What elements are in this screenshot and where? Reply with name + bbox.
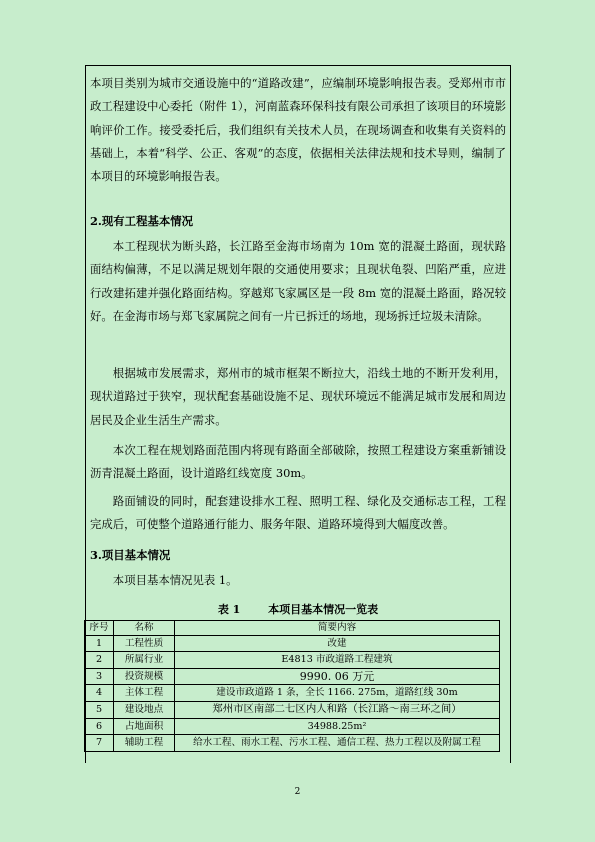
row-name: 所属行业 [114,652,175,669]
page-number: 2 [294,787,301,797]
table-row [85,718,500,735]
row-no: 7 [85,735,114,752]
header-name: 名称 [114,621,175,636]
content-frame [85,65,511,763]
existing-project-paragraph-3: 本次工程在规划路面范围内将现有路面全部破除，按照工程建设方案重新铺设沥青混凝土路面，设计道路红线宽度 30m。 [90,443,506,481]
section-heading-3: 3.项目基本情况 [90,548,171,562]
row-name: 辅助工程 [114,735,175,752]
table-row [85,701,500,718]
table-caption-number: 表 1 [217,603,241,616]
table-row [85,668,500,685]
row-content: 9990. 06 万元 [175,668,500,685]
row-content: 34988.25m² [175,718,500,735]
project-info-table [84,620,500,752]
row-content: 改建 [175,635,500,652]
row-no: 2 [85,652,114,669]
existing-project-paragraph-2: 根据城市发展需求，郑州市的城市框架不断拉大，沿线土地的不断开发利用，现状道路过于狭窄，现状配套基础设施不足、现状环境远不能满足城市发展和周边居民及企业生活生产需求。 [90,366,506,427]
row-content: 给水工程、雨水工程、污水工程、通信工程、热力工程以及附属工程 [175,735,500,752]
intro-paragraph: 本项目类别为城市交通设施中的“道路改建”，应编制环境影响报告表。受郑州市市政工程建设中心委托（附件 1），河南蓝森环保科技有限公司承担了该项目的环境影响评价工作。接受委托后，我们组织有关技术人员，在现场调查和收集有关资料的基础上，本着“科学、公正、客观”的态度，依据相关法律法规和技术导则，编制了本项目的环境影响报告表。 [90,76,506,184]
header-content: 简要内容 [175,621,500,636]
row-name: 建设地点 [114,701,175,718]
table-caption [86,602,510,618]
table-row [85,652,500,669]
project-info-paragraph: 本项目基本情况见表 1。 [112,573,238,587]
row-name: 占地面积 [114,718,175,735]
row-name: 投资规模 [114,668,175,685]
row-no: 5 [85,701,114,718]
header-no: 序号 [85,621,114,636]
row-no: 1 [85,635,114,652]
table-row [85,685,500,702]
existing-project-paragraph-1: 本工程现状为断头路，长江路至金海市场南为 10m 宽的混凝土路面，现状路面结构偏薄，不足以满足规划年限的交通使用要求；且现状龟裂、凹陷严重，应进行改建拓建并强化路面结构。穿越郑飞家属区是一段 8m 宽的混凝土路面，路况较好。在金海市场与郑飞家属院之间有一片已拆迁的场地，现场拆迁垃圾未清除。 [90,239,506,323]
existing-project-paragraph-4: 路面铺设的同时，配套建设排水工程、照明工程、绿化及交通标志工程，工程完成后，可使整个道路通行能力、服务年限、道路环境得到大幅度改善。 [90,494,506,532]
row-content: E4813 市政道路工程建筑 [175,652,500,669]
row-name: 工程性质 [114,635,175,652]
section-heading-2: 2.现有工程基本情况 [90,214,194,228]
row-content: 建设市政道路 1 条，全长 1166. 275m，道路红线 30m [175,685,500,702]
row-content: 郑州市区南部二七区内人和路（长江路～南三环之间） [175,701,500,718]
table-row [85,635,500,652]
table-caption-title: 本项目基本情况一览表 [268,603,379,616]
row-no: 4 [85,685,114,702]
row-no: 3 [85,668,114,685]
row-no: 6 [85,718,114,735]
table-row [85,735,500,752]
table-header-row [85,621,500,636]
row-name: 主体工程 [114,685,175,702]
